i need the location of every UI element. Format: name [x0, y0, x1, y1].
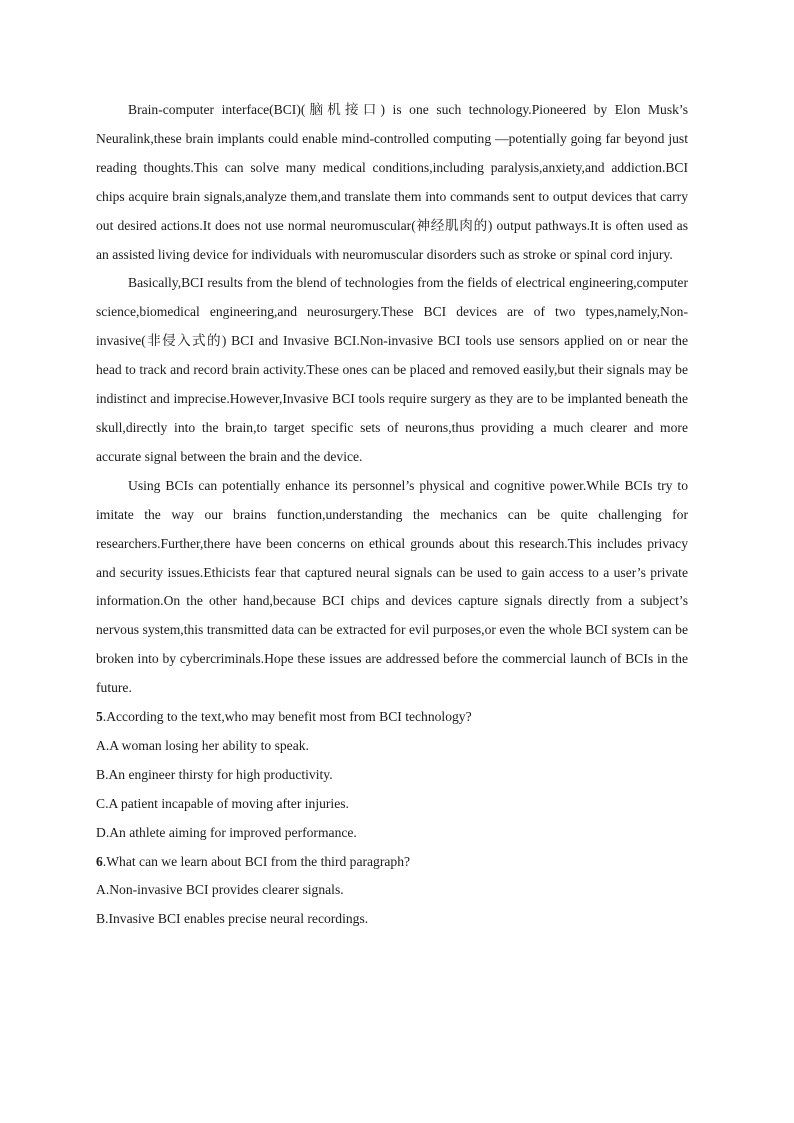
question-number: 6	[96, 853, 103, 869]
option-c: C.A patient incapable of moving after injuries.	[96, 795, 349, 811]
option-a: A.Non-invasive BCI provides clearer signals.	[96, 882, 344, 898]
option-b: B.Invasive BCI enables precise neural recordings.	[96, 911, 369, 927]
question-stem	[96, 848, 688, 877]
question-5	[96, 703, 688, 848]
option-a: A.A woman losing her ability to speak.	[96, 737, 309, 753]
question-number: 5	[96, 709, 103, 725]
passage-paragraph-1: Brain-computer interface(BCI)(脑机接口) is one such technology.Pioneered by Elon Musk’s Neuralink,these brain implants could enable mind-controlled computing —potentially going far beyond just reading thoughts.This can solve many medical conditions,including paralysis,anxiety,and addiction.BCI chips acquire brain signals,analyze them,and translate them into commands sent to output devices that carry out desired actions.It does not use normal neuromuscular(神经肌肉的) output pathways.It is often used as an assisted living device for individuals with neuromuscular disorders such as stroke or spinal cord injury.	[96, 102, 688, 262]
question-text: .What can we learn about BCI from the third paragraph?	[102, 853, 411, 869]
option-d: D.An athlete aiming for improved performance.	[96, 824, 357, 840]
passage-paragraph-2: Basically,BCI results from the blend of technologies from the fields of electrical engineering,computer science,biomedical engineering,and neurosurgery.These BCI devices are of two types,namely,Non-invasive(非侵入式的) BCI and Invasive BCI.Non-invasive BCI tools use sensors applied on or near the head to track and record brain activity.These ones can be placed and removed easily,but their signals may be indistinct and imprecise.However,Invasive BCI tools require surgery as they are to be implanted beneath the skull,directly into the brain,to target specific sets of neurons,thus providing a much clearer and more accurate signal between the brain and the device.	[96, 275, 688, 464]
question-6	[96, 848, 688, 935]
passage-paragraph-3: Using BCIs can potentially enhance its personnel’s physical and cognitive power.While BCIs try to imitate the way our brains function,understanding the mechanics can be quite challenging for researchers.Further,there have been concerns on ethical grounds about this research.This includes privacy and security issues.Ethicists fear that captured neural signals can be used to gain access to a user’s private information.On the other hand,because BCI chips and devices capture signals directly from a subject’s nervous system,this transmitted data can be extracted for evil purposes,or even the whole BCI system can be broken into by cybercriminals.Hope these issues are addressed before the commercial launch of BCIs in the future.	[96, 477, 688, 696]
document-page	[96, 96, 688, 934]
option-b: B.An engineer thirsty for high productivity.	[96, 766, 333, 782]
question-stem	[96, 703, 688, 732]
question-text: .According to the text,who may benefit most from BCI technology?	[102, 709, 472, 725]
